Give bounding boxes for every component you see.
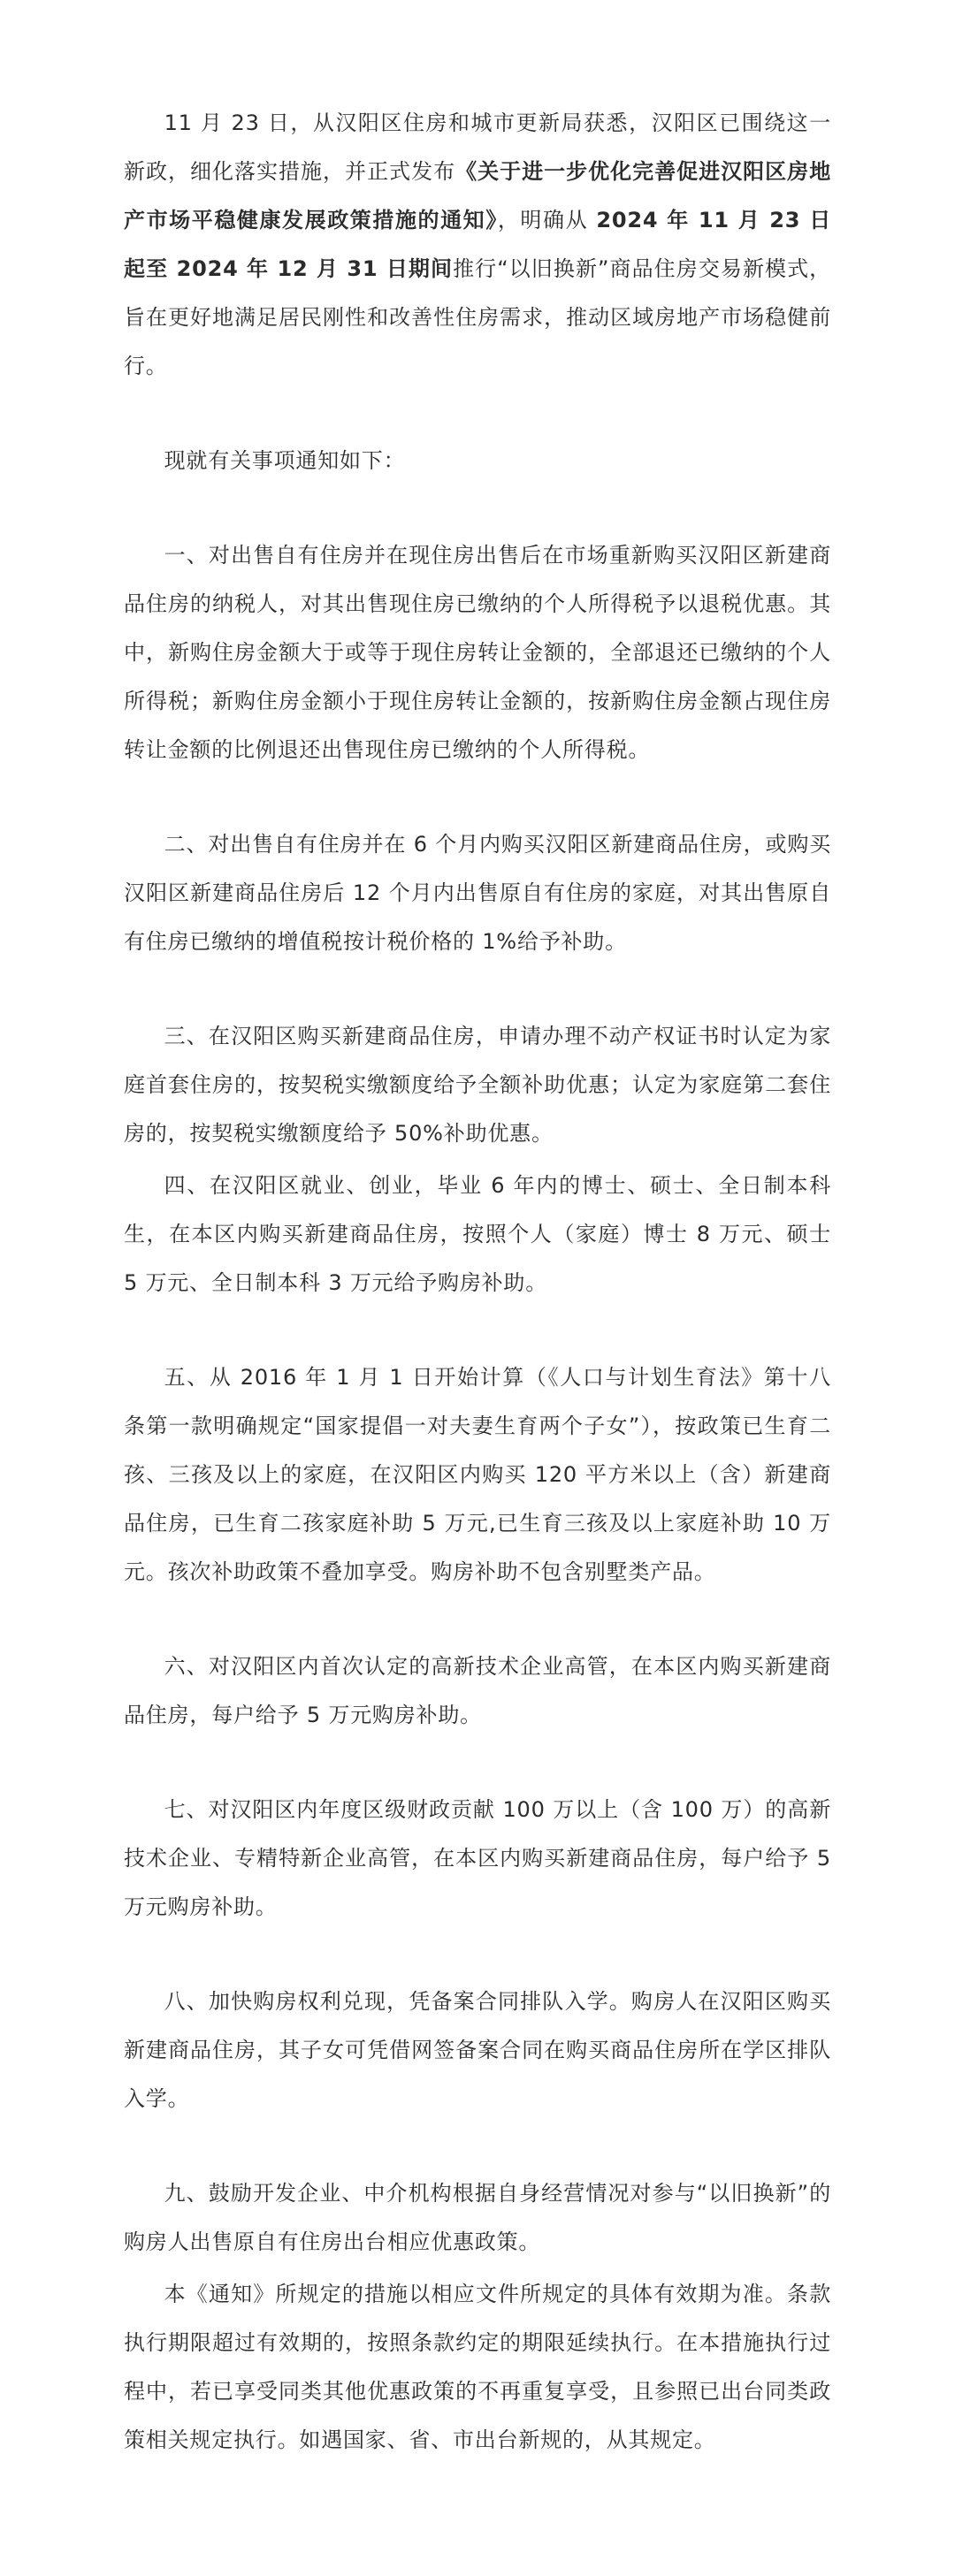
closing-paragraph: 本《通知》所规定的措施以相应文件所规定的具体有效期为准。条款执行期限超过有效期的，按照条款约定的期限延续执行。在本措施执行过程中，若已享受同类其他优惠政策的不再重复享受，且参照已出台同类政策相关规定执行。如遇国家、省、市出台新规的，从其规定。 (124, 2282, 831, 2452)
policy-item-7: 七、对汉阳区内年度区级财政贡献 100 万以上（含 100 万）的高新技术企业、专精特新企业高管，在本区内购买新建商品住房，每户给予 5 万元购房补助。 (124, 1797, 831, 1919)
policy-item-1: 一、对出售自有住房并在现住房出售后在市场重新购买汉阳区新建商品住房的纳税人，对其出售现住房已缴纳的个人所得税予以退税优惠。其中，新购住房金额大于或等于现住房转让金额的，全部退还已缴纳的个人所得税；新购住房金额小于现住房转让金额的，按新购住房金额占现住房转让金额的比例退还出售现住房已缴纳的个人所得税。 (124, 543, 831, 762)
policy-item-3: 三、在汉阳区购买新建商品住房，申请办理不动产权证书时认定为家庭首套住房的，按契税实缴额度给予全额补助优惠；认定为家庭第二套住房的，按契税实缴额度给予 50%补助优惠。 (124, 1024, 831, 1146)
intro-text-2: ，明确从 (497, 208, 597, 232)
policy-period: 2024 年 11 月 23 日起至 2024 年 12 月 31 日期间 (124, 208, 831, 281)
intro-text-1: 11 月 23 日，从汉阳区住房和城市更新局获悉，汉阳区已围绕这一新政，细化落实措施，并正式发布 (124, 111, 831, 184)
intro-paragraph (124, 99, 831, 391)
policy-item-2: 二、对出售自有住房并在 6 个月内购买汉阳区新建商品住房，或购买汉阳区新建商品住房后 12 个月内出售原自有住房的家庭，对其出售原自有住房已缴纳的增值税按计税价格的 1%给予补助。 (124, 832, 831, 954)
policy-item-9: 九、鼓励开发企业、中介机构根据自身经营情况对参与“以旧换新”的购房人出售原自有住房出台相应优惠政策。 (124, 2181, 831, 2254)
notice-lead: 现就有关事项通知如下： (164, 448, 406, 473)
policy-item-5: 五、从 2016 年 1 月 1 日开始计算（《人口与计划生育法》第十八条第一款明确规定“国家提倡一对夫妻生育两个子女”），按政策已生育二孩、三孩及以上的家庭，在汉阳区内购买 120 平方米以上（含）新建商品住房，已生育二孩家庭补助 5 万元,已生育三孩及以上家庭补助 10 万元。孩次补助政策不叠加享受。购房补助不包含别墅类产品。 (124, 1365, 831, 1584)
policy-item-8: 八、加快购房权利兑现，凭备案合同排队入学。购房人在汉阳区购买新建商品住房，其子女可凭借网签备案合同在购买商品住房所在学区排队入学。 (124, 1989, 831, 2111)
policy-item-6: 六、对汉阳区内首次认定的高新技术企业高管，在本区内购买新建商品住房，每户给予 5 万元购房补助。 (124, 1654, 831, 1727)
notice-title: 《关于进一步优化完善促进汉阳区房地产市场平稳健康发展政策措施的通知》 (124, 159, 831, 232)
intro-text-3: 推行“以旧换新”商品住房交易新模式，旨在更好地满足居民刚性和改善性住房需求，推动区域房地产市场稳健前行。 (124, 256, 831, 378)
policy-item-4: 四、在汉阳区就业、创业，毕业 6 年内的博士、硕士、全日制本科生，在本区内购买新建商品住房，按照个人（家庭）博士 8 万元、硕士 5 万元、全日制本科 3 万元给予购房补助。 (124, 1173, 831, 1295)
